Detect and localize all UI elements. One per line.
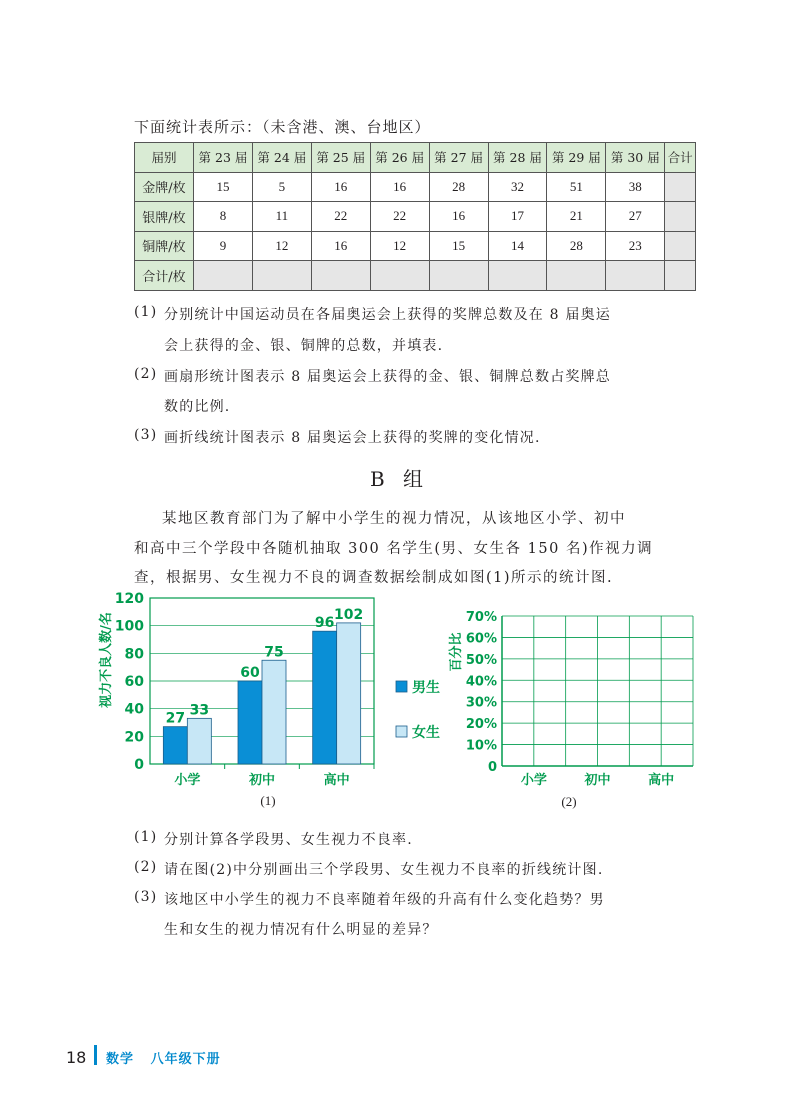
table-row bbox=[135, 261, 696, 291]
table-cell: 12 bbox=[252, 231, 311, 261]
table-intro: 下面统计表所示：（未含港、澳、台地区） bbox=[134, 118, 431, 136]
bar-ytick-label: 60 bbox=[124, 674, 144, 690]
line-xtick-label: 高中 bbox=[648, 773, 675, 788]
table-header-cell: 第 23 届 bbox=[194, 143, 253, 173]
line-ytick-label: 0 bbox=[487, 760, 497, 775]
table-cell: 11 bbox=[252, 202, 311, 232]
question-number: (2) bbox=[134, 366, 158, 382]
bar-ytick-label: 120 bbox=[114, 591, 144, 607]
paragraph-line: 某地区教育部门为了解中小学生的视力情况，从该地区小学、初中 bbox=[162, 511, 626, 527]
question-text: 请在图(2)中分别画出三个学段男、女生视力不良率的折线统计图. bbox=[164, 862, 604, 878]
line-chart-caption: (2) bbox=[561, 794, 577, 809]
line-chart-grid bbox=[440, 600, 710, 820]
bar-chart-legend bbox=[396, 679, 440, 741]
table-header-row bbox=[135, 143, 696, 173]
bar-xtick-label: 高中 bbox=[323, 773, 350, 788]
line-ytick-label: 30% bbox=[465, 695, 497, 711]
total-cell bbox=[665, 202, 696, 232]
table-cell bbox=[547, 261, 606, 291]
question-number: (2) bbox=[134, 859, 158, 875]
table-cell bbox=[194, 261, 253, 291]
table-cell bbox=[252, 261, 311, 291]
line-ytick-label: 10% bbox=[465, 738, 497, 754]
bar-value-label: 96 bbox=[314, 615, 335, 632]
bar-chart-bars bbox=[163, 607, 363, 764]
table-header-cell: 第 29 届 bbox=[547, 143, 606, 173]
question-text: 该地区中小学生的视力不良率随着年级的升高有什么变化趋势？男 bbox=[164, 892, 605, 908]
table-row bbox=[135, 202, 696, 232]
table-cell: 15 bbox=[194, 172, 253, 202]
paragraph-line: 和高中三个学段中各随机抽取 300 名学生(男、女生各 150 名)作视力调 bbox=[134, 541, 654, 557]
bar-chart-caption: (1) bbox=[260, 793, 276, 808]
table-cell: 15 bbox=[429, 231, 488, 261]
bar-boys bbox=[163, 727, 187, 764]
table-cell: 16 bbox=[370, 172, 429, 202]
table-cell: 22 bbox=[311, 202, 370, 232]
line-ytick-label: 50% bbox=[465, 652, 497, 668]
table-header-cell: 合计 bbox=[665, 143, 696, 173]
bar-chart bbox=[96, 588, 456, 820]
table-cell: 16 bbox=[429, 202, 488, 232]
table-cell bbox=[606, 261, 665, 291]
line-chart-ylabel: 百分比 bbox=[449, 632, 464, 672]
bar-value-label: 33 bbox=[189, 702, 210, 719]
question-number: (1) bbox=[134, 304, 158, 320]
legend-label-boys: 男生 bbox=[412, 680, 440, 696]
question-number: (1) bbox=[134, 829, 158, 845]
table-header-cell: 第 28 届 bbox=[488, 143, 547, 173]
table-cell: 5 bbox=[252, 172, 311, 202]
table-cell: 16 bbox=[311, 231, 370, 261]
total-cell bbox=[665, 231, 696, 261]
footer-book-title bbox=[106, 1048, 221, 1067]
bar-value-label: 75 bbox=[264, 644, 284, 661]
table-cell: 17 bbox=[488, 202, 547, 232]
table-cell: 28 bbox=[429, 172, 488, 202]
question-text: 分别计算各学段男、女生视力不良率. bbox=[164, 832, 413, 848]
table-header-cell: 第 25 届 bbox=[311, 143, 370, 173]
bar-value-label: 102 bbox=[334, 606, 364, 623]
table-cell: 51 bbox=[547, 172, 606, 202]
table-cell bbox=[370, 261, 429, 291]
bar-value-label: 60 bbox=[240, 665, 260, 681]
table-row bbox=[135, 172, 696, 202]
bar-ytick-label: 40 bbox=[124, 701, 144, 718]
line-ytick-label: 60% bbox=[465, 631, 497, 647]
line-ytick-label: 20% bbox=[465, 717, 497, 733]
question-text: 分别统计中国运动员在各届奥运会上获得的奖牌总数及在 8 届奥运 bbox=[164, 307, 612, 323]
question-number: (3) bbox=[134, 889, 158, 905]
bar-boys bbox=[238, 681, 262, 764]
row-label: 合计/枚 bbox=[135, 261, 194, 291]
table-row bbox=[135, 231, 696, 261]
bar-xtick-label: 小学 bbox=[174, 773, 201, 788]
bar-value-label: 27 bbox=[165, 710, 186, 727]
row-label: 铜牌/枚 bbox=[135, 231, 194, 261]
table-cell: 32 bbox=[488, 172, 547, 202]
table-cell: 27 bbox=[606, 202, 665, 232]
line-chart-gridlines bbox=[502, 616, 693, 766]
total-cell bbox=[665, 261, 696, 291]
row-label: 金牌/枚 bbox=[135, 172, 194, 202]
bar-ytick-label: 0 bbox=[134, 757, 144, 773]
table-cell bbox=[488, 261, 547, 291]
bar-girls bbox=[337, 623, 361, 764]
table-cell: 12 bbox=[370, 231, 429, 261]
table-cell: 23 bbox=[606, 231, 665, 261]
line-xtick-label: 小学 bbox=[520, 773, 547, 788]
total-cell bbox=[665, 172, 696, 202]
page-number: 18 bbox=[66, 1048, 87, 1067]
table-cell: 28 bbox=[547, 231, 606, 261]
table-cell: 22 bbox=[370, 202, 429, 232]
line-xtick-label: 初中 bbox=[584, 773, 611, 788]
table-cell: 16 bbox=[311, 172, 370, 202]
medal-table bbox=[134, 142, 696, 291]
line-chart-yticks bbox=[466, 610, 497, 775]
question-text: 画折线统计图表示 8 届奥运会上获得的奖牌的变化情况. bbox=[164, 430, 541, 446]
bar-ytick-label: 80 bbox=[124, 646, 144, 663]
legend-swatch-boys bbox=[396, 681, 407, 692]
group-title: B 组 bbox=[370, 467, 430, 491]
line-ytick-label: 70% bbox=[465, 610, 497, 625]
table-cell: 14 bbox=[488, 231, 547, 261]
table-header-cell: 第 24 届 bbox=[252, 143, 311, 173]
footer-divider bbox=[94, 1045, 97, 1065]
table-header-cell: 第 26 届 bbox=[370, 143, 429, 173]
question-text: 会上获得的金、银、铜牌的总数，并填表. bbox=[164, 338, 444, 354]
bar-boys bbox=[313, 631, 337, 764]
bar-girls bbox=[262, 660, 286, 764]
bar-ytick-label: 20 bbox=[124, 729, 144, 746]
bar-ytick-label: 100 bbox=[114, 618, 144, 635]
table-cell: 9 bbox=[194, 231, 253, 261]
row-label: 银牌/枚 bbox=[135, 202, 194, 232]
question-text: 数的比例. bbox=[164, 399, 231, 415]
question-text: 画扇形统计图表示 8 届奥运会上获得的金、银、铜牌总数占奖牌总 bbox=[164, 369, 612, 385]
legend-label-girls: 女生 bbox=[412, 725, 440, 741]
table-cell: 21 bbox=[547, 202, 606, 232]
question-number: (3) bbox=[134, 427, 158, 443]
paragraph-line: 查，根据男、女生视力不良的调查数据绘制成如图(1)所示的统计图. bbox=[134, 570, 614, 586]
line-ytick-label: 40% bbox=[465, 674, 497, 690]
legend-swatch-girls bbox=[396, 726, 407, 737]
line-chart-xlabels bbox=[521, 772, 674, 788]
bar-chart-yticks bbox=[115, 591, 144, 773]
table-cell: 8 bbox=[194, 202, 253, 232]
footer-subject: 数学 bbox=[106, 1052, 135, 1067]
bar-chart-xlabels bbox=[174, 764, 374, 788]
table-header-cell: 第 30 届 bbox=[606, 143, 665, 173]
table-header-cell: 届别 bbox=[135, 143, 194, 173]
table-cell: 38 bbox=[606, 172, 665, 202]
footer-book: 八年级下册 bbox=[150, 1052, 221, 1067]
bar-xtick-label: 初中 bbox=[248, 773, 276, 788]
table-cell bbox=[311, 261, 370, 291]
bar-chart-ylabel: 视力不良人数/名 bbox=[99, 612, 114, 708]
table-cell bbox=[429, 261, 488, 291]
table-header-cell: 第 27 届 bbox=[429, 143, 488, 173]
bar-girls bbox=[187, 718, 211, 764]
question-text: 生和女生的视力情况有什么明显的差异？ bbox=[164, 922, 438, 938]
